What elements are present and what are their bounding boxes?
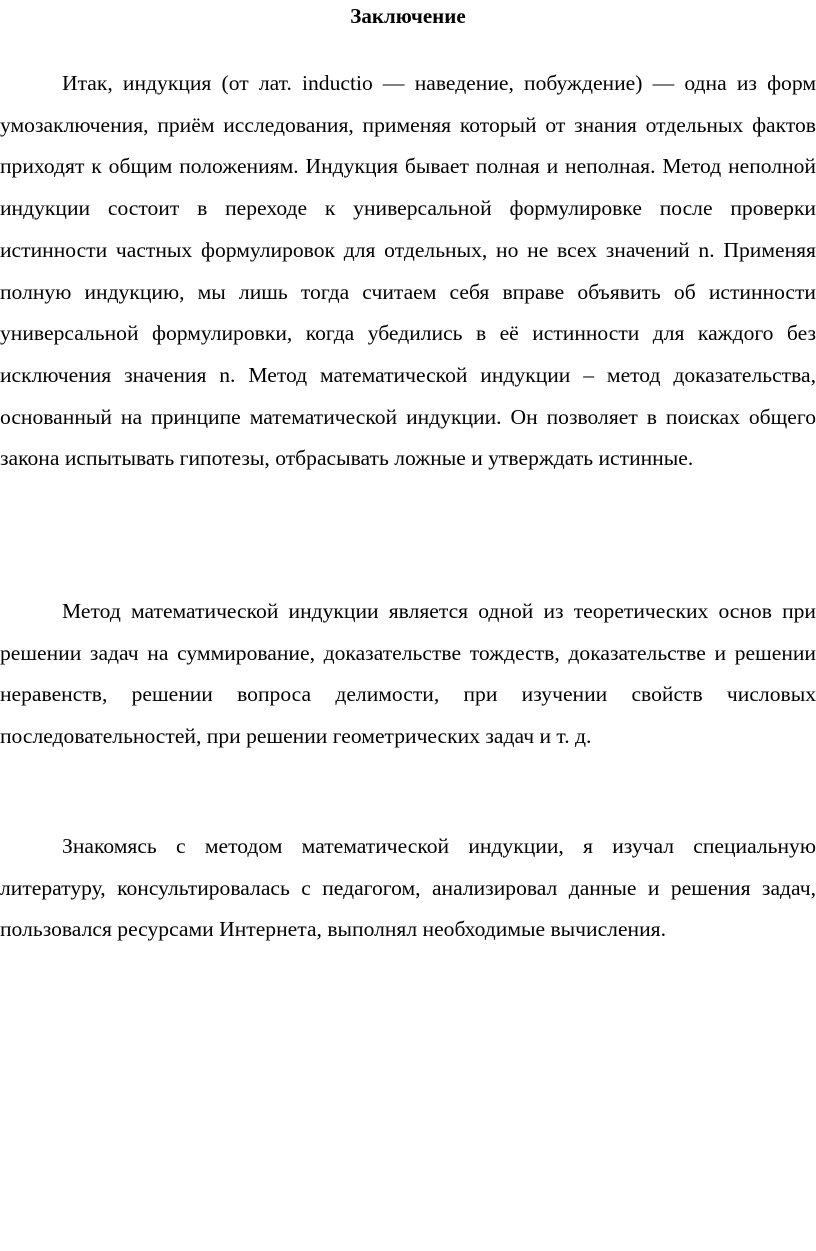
page-title: Заключение: [350, 4, 466, 28]
paragraph-induction-definition: Итак, индукция (от лат. inductio — наведение, побуждение) — одна из форм умозаключения, приём исследования, применяя который от знания отдельных фактов приходят к общим положениям. Индукция бывает полная и неполная. Метод неполной индукции состоит в переходе к универсальной формулировке после проверки истинности частных формулировок для отдельных, но не всех значений n. Применяя полную индукцию, мы лишь тогда считаем себя вправе объявить об истинности универсальной формулировки, когда убедились в её истинности для каждого без исключения значения n. Метод математической индукции – метод доказательства, основанный на принципе математической индукции. Он позволяет в поисках общего закона испытывать гипотезы, отбрасывать ложные и утверждать истинные.: [0, 71, 816, 471]
paragraph-method-applications: Метод математической индукции является одной из теоретических основ при решении задач на суммирование, доказательстве тождеств, доказательстве и решении неравенств, решении вопроса делимости, при изучении свойств числовых последовательностей, при решении геометрических задач и т. д.: [0, 599, 816, 749]
paragraph-research-process: Знакомясь с методом математической индукции, я изучал специальную литературу, консультировалась с педагогом, анализировал данные и решения задач, пользовался ресурсами Интернета, выполнял необходимые вычисления.: [0, 834, 816, 942]
